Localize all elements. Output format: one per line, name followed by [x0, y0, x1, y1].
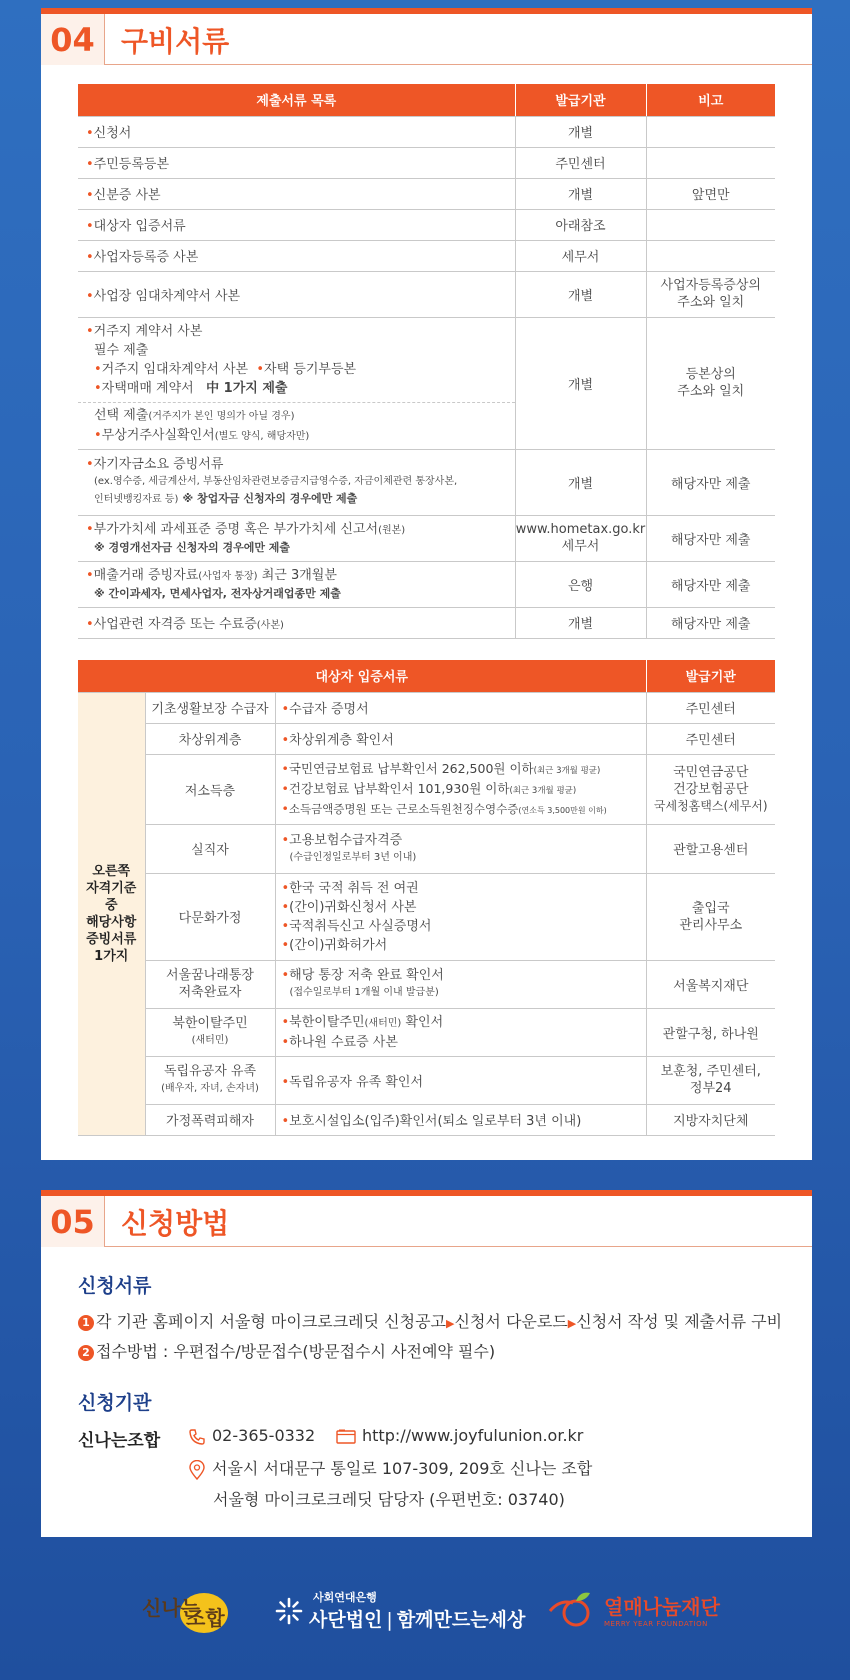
step-text: 신청서 작성 및 제출서류 구비 [576, 1312, 783, 1331]
optional-note: (거주지가 본인 명의가 아닐 경우) [148, 410, 295, 422]
issuer: 은행 [515, 561, 646, 607]
step-number: 1 [78, 1315, 94, 1331]
doc-name: 혹은 부가가치세 신고서 [240, 521, 379, 537]
sub-item: 자택 등기부등본 [264, 361, 357, 377]
header-proof-docs: 대상자 입증서류 [78, 660, 646, 692]
doc-name: 최근 3개월분 [257, 567, 337, 583]
note: 주소와 일치 [677, 295, 745, 310]
header-doc-list: 제출서류 목록 [78, 84, 515, 116]
table-row: 가정폭력피해자 •보호시설입소(입주)확인서(퇴소 일로부터 3년 이내) 지방자치단체 [78, 1104, 775, 1135]
section-number: 05 [41, 1196, 105, 1247]
table-row: 선택 제출(거주지가 본인 명의가 아닐 경우) •무상거주사실확인서(별도 양식, 해당자만) [78, 402, 775, 449]
note: 사업자등록증상의 [660, 278, 761, 293]
table-row: 저소득층 •국민연금보험료 납부확인서 262,500원 이하(최근 3개월 평균) •건강보험료 납부확인서 101,930원 이하(최근 3개월 평균) •소득금액증명원 또는 근로소득원천징수영수증(연소득 3,500만원 이하) 국민연금공단 건강보험공단 국세청홈택스(세무서) [78, 754, 775, 824]
sparkle-icon [275, 1597, 303, 1625]
doc-name: 한국 국적 취득 전 여권 [289, 880, 419, 896]
doc-name: 자기자금소요 증빙서류 [93, 457, 224, 472]
phone-contact [188, 1426, 315, 1446]
table-row: •거주지 계약서 사본 필수 제출 •거주지 임대차계약서 사본 •자택 등기부등본 •자택매매 계약서 中 1가지 제출 개별 등본상의 주소와 일치 [78, 317, 775, 402]
category: 실직자 [145, 824, 275, 873]
documents-table [78, 84, 775, 639]
doc-name: 고용보험수급자격증 [289, 832, 403, 848]
section-title: 신청방법 [121, 1206, 230, 1240]
docs-subheading: 신청서류 [78, 1275, 152, 1297]
phone-icon [188, 1428, 206, 1446]
table-row: •자기자금소요 증빙서류 (ex.영수증, 세금계산서, 부동산임차관련보증금지급영수증, 자금이체관련 통장사본, 인터넷뱅킹자료 등) ※ 창업자금 신청자의 경우에만 제출 개별 해당자만 제출 [78, 449, 775, 515]
issuer: 출입국 [691, 900, 730, 916]
doc-name: 거주지 계약서 사본 [93, 323, 203, 339]
address [188, 1456, 592, 1480]
website-link[interactable]: http://www.joyfulunion.or.kr [362, 1426, 584, 1445]
doc-name: 해당 통장 저축 완료 확인서 [289, 968, 444, 983]
table-row: 다문화가정 •한국 국적 취득 전 여권 •(간이)귀화신청서 사본 •국적취득신고 사실증명서 •(간이)귀화허가서 출입국 관리사무소 [78, 873, 775, 960]
doc-name: 국적취득신고 사실증명서 [289, 918, 432, 934]
table-row: •신분증 사본 개별 앞면만 [78, 178, 775, 209]
eligibility-table [78, 660, 775, 1136]
issuer: 건강보험공단 [673, 781, 749, 797]
doc-name: 건강보험료 납부확인서 101,930원 이하 [288, 780, 510, 796]
sub-item: 자택매매 계약서 [101, 380, 194, 396]
table-row: •대상자 입증서류 아래참조 [78, 209, 775, 240]
section-header [41, 1190, 812, 1247]
logo-text: 조합 [186, 1606, 225, 1630]
table-header-row [78, 660, 775, 692]
note [646, 209, 775, 240]
doc-name: 차상위계층 확인서 [289, 733, 394, 748]
doc-name: (간이)귀화허가서 [289, 937, 388, 953]
section-title: 구비서류 [121, 24, 230, 58]
logo-text: 함께만드는세상 [396, 1609, 526, 1631]
web-contact [336, 1426, 583, 1445]
section-header [41, 8, 812, 65]
issuer: 주민센터 [646, 692, 775, 723]
doc-name: 신청서 [93, 126, 132, 141]
section-05-card [41, 1190, 812, 1537]
logo-text: 신나는 [142, 1596, 200, 1620]
doc-name: (간이)귀화신청서 사본 [289, 899, 417, 915]
step-number: 2 [78, 1345, 94, 1361]
issuer: 국민연금공단 [673, 764, 749, 780]
issuer: 개별 [515, 271, 646, 317]
issuer: 서울복지재단 [646, 960, 775, 1008]
logo-subtext: 사회연대은행 [313, 1591, 377, 1604]
category: 차상위계층 [145, 723, 275, 754]
doc-detail: 인터넷뱅킹자료 등) [94, 494, 179, 505]
doc-detail: (사업자 통장) [198, 570, 258, 582]
issuer: 보훈청, 주민센터, [660, 1064, 761, 1079]
note: 해당자만 제출 [646, 561, 775, 607]
doc-name: 보호시설입소(입주)확인서(퇴소 일로부터 3년 이내) [289, 1114, 582, 1129]
required-label: 필수 제출 [94, 342, 149, 358]
doc-detail: (최근 3개월 평균) [509, 785, 577, 796]
table-row: 독립유공자 유족 (배우자, 자녀, 손자녀) •독립유공자 유족 확인서 보훈청, 주민센터, 정부24 [78, 1056, 775, 1104]
doc-name: 매출거래 증빙자료 [93, 567, 199, 583]
doc-name: 소득금액증명원 또는 근로소득원천징수영수증 [288, 801, 519, 816]
category: (새터민) [191, 1035, 229, 1046]
table-row: 실직자 •고용보험수급자격증 (수급인정일로부터 3년 이내) 관할고용센터 [78, 824, 775, 873]
arrow-right-icon: ▶ [567, 1317, 577, 1330]
category: 저소득층 [145, 754, 275, 824]
note [646, 240, 775, 271]
category: 기초생활보장 수급자 [145, 692, 275, 723]
address-line: 서울시 서대문구 통일로 107-309, 209호 신나는 조합 [212, 1459, 593, 1478]
issuer: 세무서 [561, 539, 600, 554]
fruit-icon [546, 1589, 600, 1629]
issuer: 아래참조 [515, 209, 646, 240]
eligibility-side-label [78, 692, 145, 1135]
category: 독립유공자 유족 [163, 1064, 257, 1079]
doc-name: 국민연금보험료 납부확인서 262,500원 이하 [288, 760, 534, 776]
doc-detail: (최근 3개월 평균) [533, 765, 601, 776]
category: 가정폭력피해자 [145, 1104, 275, 1135]
category: 다문화가정 [145, 873, 275, 960]
table-row: •신청서 개별 [78, 116, 775, 147]
table-row: •사업관련 자격증 또는 수료증(사본) 개별 해당자만 제출 [78, 607, 775, 638]
doc-detail: (사본) [256, 620, 284, 631]
note [646, 147, 775, 178]
doc-name: 사업장 임대차계약서 사본 [93, 288, 241, 304]
note: 등본상의 [685, 367, 736, 382]
location-pin-icon [188, 1460, 206, 1480]
side-label-line: 자격기준 중 [86, 880, 137, 913]
doc-name: 확인서 [401, 1014, 444, 1030]
issuer: 개별 [515, 178, 646, 209]
table-row: •매출거래 증빙자료(사업자 통장) 최근 3개월분 ※ 간이과세자, 면세사업자, 전자상거래업종만 제출 은행 해당자만 제출 [78, 561, 775, 607]
footer-logos [0, 1585, 850, 1645]
issuer: 세무서 [515, 240, 646, 271]
note: 앞면만 [646, 178, 775, 209]
table-row: •주민등록등본 주민센터 [78, 147, 775, 178]
doc-condition: ※ 경영개선자금 신청자의 경우에만 제출 [94, 540, 291, 554]
issuer: 개별 [515, 449, 646, 515]
issuer: 국세청홈택스(세무서) [653, 798, 768, 813]
side-label-line: 1가지 [94, 948, 129, 964]
sub-item-note: (별도 양식, 해당자만) [214, 430, 310, 442]
sub-item: 거주지 임대차계약서 사본 [101, 361, 249, 377]
issuer: 주민센터 [646, 723, 775, 754]
issuer: 지방자치단체 [646, 1104, 775, 1135]
table-row: 서울꿈나래통장 저축완료자 •해당 통장 저축 완료 확인서 (접수일로부터 1개월 이내 발급분) 서울복지재단 [78, 960, 775, 1008]
header-issuer: 발급기관 [515, 84, 646, 116]
address-line-2: 서울형 마이크로크레딧 담당자 (우편번호: 03740) [213, 1490, 565, 1509]
doc-name: 독립유공자 유족 확인서 [289, 1074, 424, 1090]
issuer: www.hometax.go.kr [515, 522, 646, 537]
sub-item: 무상거주사실확인서 [101, 427, 215, 443]
sub-item-bold: 中 1가지 제출 [206, 380, 288, 396]
merry-year-foundation-logo [546, 1589, 720, 1629]
logo-subtext: MERRY YEAR FOUNDATION [604, 1619, 708, 1628]
arrow-right-icon: ▶ [446, 1317, 455, 1330]
table-row: 북한이탈주민 (새터민) •북한이탈주민(새터민) 확인서 •하나원 수료증 사본 관할구청, 하나원 [78, 1008, 775, 1056]
category: (배우자, 자녀, 손자녀) [161, 1083, 259, 1094]
table-row: •사업자등록증 사본 세무서 [78, 240, 775, 271]
doc-name: 수급자 증명서 [289, 702, 369, 717]
doc-name: 대상자 입증서류 [93, 219, 186, 234]
issuer: 개별 [515, 607, 646, 638]
section-number: 04 [41, 14, 105, 65]
step-text: 신청서 다운로드 [454, 1312, 568, 1331]
doc-name: 사업관련 자격증 또는 수료증 [93, 617, 257, 632]
issuer: 정부24 [689, 1081, 732, 1096]
issuer: 개별 [515, 317, 646, 449]
browser-icon [336, 1429, 356, 1445]
issuer: 관할고용센터 [646, 824, 775, 873]
doc-name: 신분증 사본 [93, 188, 161, 203]
section-04-card [41, 8, 812, 1160]
doc-condition: ※ 간이과세자, 면세사업자, 전자상거래업종만 제출 [94, 586, 341, 600]
table-header-row [78, 84, 775, 116]
side-label-line: 오른쪽 [92, 863, 131, 879]
category: 저축완료자 [178, 985, 242, 1000]
issuer: 관할구청, 하나원 [646, 1008, 775, 1056]
logo-text: 열매나눔재단 [604, 1594, 720, 1619]
doc-detail: (연소득 3,500만원 이하) [518, 805, 607, 815]
table-row: •부가가치세 과세표준 증명 혹은 부가가치세 신고서(원본) ※ 경영개선자금 신청자의 경우에만 제출 www.hometax.go.kr 세무서 해당자만 제출 [78, 515, 775, 561]
phone-number[interactable]: 02-365-0332 [212, 1426, 316, 1445]
note [646, 116, 775, 147]
doc-detail: (원본) [378, 524, 406, 536]
side-label-line: 증빙서류 [86, 931, 137, 947]
issuer: 관리사무소 [679, 917, 743, 933]
doc-name: 하나원 수료증 사본 [289, 1034, 398, 1050]
header-note: 비고 [646, 84, 775, 116]
org-subheading: 신청기관 [78, 1392, 152, 1414]
doc-detail: (ex.영수증, 세금계산서, 부동산임차관련보증금지급영수증, 자금이체관련 통장사본, [94, 476, 458, 487]
doc-name: 사업자등록증 사본 [93, 250, 199, 265]
note: 해당자만 제출 [646, 449, 775, 515]
doc-name: 주민등록등본 [93, 157, 170, 172]
org-name: 신나는조합 [78, 1431, 161, 1451]
note: 해당자만 제출 [646, 607, 775, 638]
step-2 [78, 1339, 495, 1362]
step-text: 각 기관 홈페이지 서울형 마이크로크레딧 신청공고 [96, 1312, 447, 1331]
doc-name: 부가가치세 과세표준 증명 [93, 521, 241, 537]
step-1 [78, 1309, 782, 1332]
note: 해당자만 제출 [646, 515, 775, 561]
issuer: 주민센터 [515, 147, 646, 178]
header-issuer: 발급기관 [646, 660, 775, 692]
social-solidarity-bank-logo: 사회연대은행 사단법인 | 함께만드는세상 [275, 1589, 525, 1632]
logo-text: 사단법인 [309, 1609, 383, 1631]
note: 주소와 일치 [677, 384, 745, 399]
table-row: 오른쪽 자격기준 중 해당사항 증빙서류 1가지 기초생활보장 수급자 •수급자 증명서 주민센터 [78, 692, 775, 723]
issuer: 개별 [515, 116, 646, 147]
step-text: 접수방법 : 우편접수/방문접수(방문접수시 사전예약 필수) [96, 1342, 496, 1361]
table-row: 차상위계층 •차상위계층 확인서 주민센터 [78, 723, 775, 754]
doc-name: 북한이탈주민 [289, 1014, 365, 1030]
category: 서울꿈나래통장 [166, 968, 254, 983]
joyful-union-logo [138, 1585, 238, 1641]
doc-condition: ※ 창업자금 신청자의 경우에만 제출 [182, 492, 358, 505]
table-row: •사업장 임대차계약서 사본 개별 사업자등록증상의 주소와 일치 [78, 271, 775, 317]
optional-label: 선택 제출 [94, 407, 149, 423]
doc-detail: (새터민) [364, 1017, 402, 1029]
doc-detail: (접수일로부터 1개월 이내 발급분) [289, 987, 439, 998]
joyful-union-logo-graphic [138, 1585, 238, 1637]
doc-detail: (수급인정일로부터 3년 이내) [289, 851, 417, 863]
side-label-line: 해당사항 [86, 914, 137, 930]
category: 북한이탈주민 [172, 1016, 248, 1031]
